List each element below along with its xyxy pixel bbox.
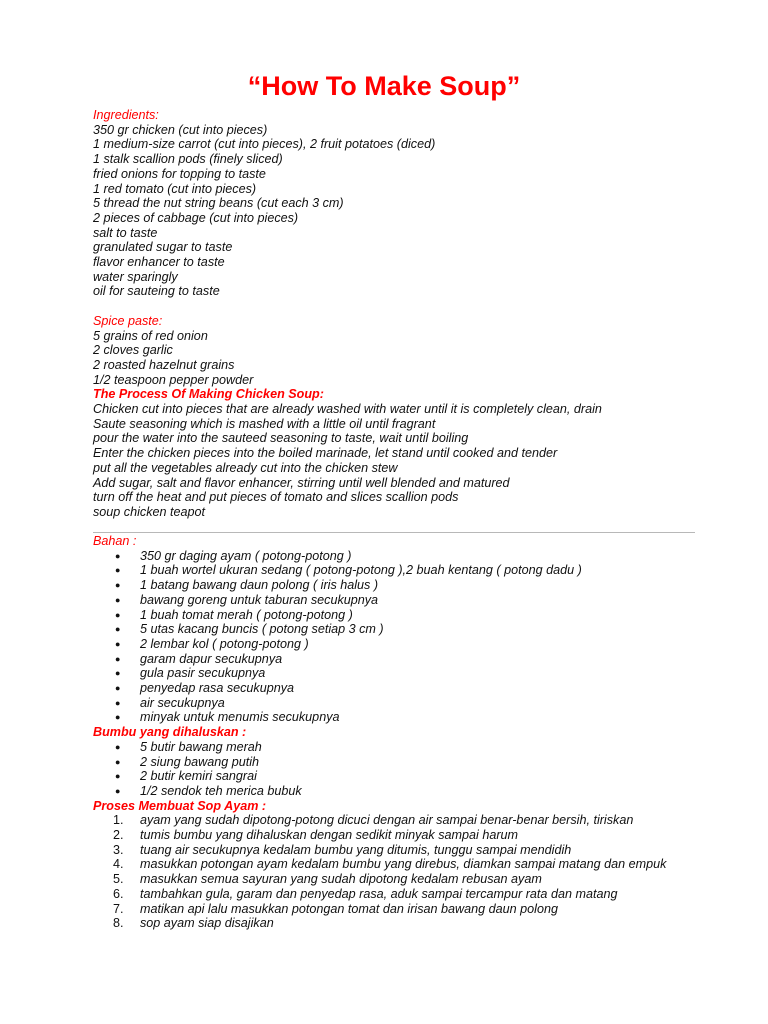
bullet-icon: ●	[115, 653, 121, 664]
list-item-text: 2 siung bawang putih	[140, 754, 260, 769]
list-item-text: tuang air secukupnya kedalam bumbu yang ditumis, tunggu sampai mendidih	[140, 842, 572, 857]
list-item	[93, 843, 713, 858]
proses-list	[93, 813, 713, 931]
ingredient-line: 350 gr chicken (cut into pieces)	[93, 122, 268, 137]
ingredient-line: 2 pieces of cabbage (cut into pieces)	[93, 210, 299, 225]
spice-line: 2 cloves garlic	[93, 343, 173, 358]
process-list	[93, 402, 713, 520]
list-item	[93, 710, 713, 725]
ingredient-line: salt to taste	[93, 225, 158, 240]
list-item	[93, 887, 713, 902]
list-item	[93, 755, 713, 770]
spice-line: 1/2 teaspoon pepper powder	[93, 372, 254, 387]
ingredients-list	[93, 123, 713, 299]
list-item	[93, 902, 713, 917]
process-line: Add sugar, salt and flavor enhancer, stirring until well blended and matured	[93, 475, 510, 490]
list-item-text: masukkan semua sayuran yang sudah dipotong kedalam rebusan ayam	[140, 872, 542, 887]
list-item	[93, 696, 713, 711]
indonesian-section	[93, 534, 713, 931]
ingredient-line: granulated sugar to taste	[93, 240, 233, 255]
bullet-icon: ●	[115, 594, 121, 605]
english-section	[93, 108, 713, 520]
section-divider	[93, 532, 695, 533]
bullet-icon: ●	[115, 580, 121, 591]
bumbu-heading: Bumbu yang dihaluskan :	[93, 725, 247, 740]
process-line: Saute seasoning which is mashed with a little oil until fragrant	[93, 416, 436, 431]
ingredients-heading: Ingredients:	[93, 108, 159, 122]
bullet-icon: ●	[115, 609, 121, 620]
spice-list	[93, 329, 713, 388]
list-item-text: 1 batang bawang daun polong ( iris halus )	[140, 578, 379, 593]
bullet-icon: ●	[115, 741, 121, 752]
list-item-text: penyedap rasa secukupnya	[140, 681, 295, 696]
bullet-icon: ●	[115, 683, 121, 694]
step-number: 3.	[113, 842, 124, 857]
list-item	[93, 828, 713, 843]
list-item-text: air secukupnya	[140, 695, 225, 710]
list-item-text: 5 butir bawang merah	[140, 739, 262, 754]
step-number: 6.	[113, 886, 124, 901]
process-line: Chicken cut into pieces that are already washed with water until it is completely clean, drain	[93, 402, 602, 417]
step-number: 1.	[113, 813, 124, 828]
list-item-text: sop ayam siap disajikan	[140, 916, 274, 931]
ingredient-line: 5 thread the nut string beans (cut each 3 cm)	[93, 196, 344, 211]
list-item	[93, 549, 713, 564]
bullet-icon: ●	[115, 638, 121, 649]
list-item	[93, 857, 720, 872]
bumbu-list	[93, 740, 713, 799]
list-item	[93, 681, 713, 696]
process-line: pour the water into the sauteed seasoning to taste, wait until boiling	[93, 431, 469, 446]
list-item-text: matikan api lalu masukkan potongan tomat dan irisan bawang daun polong	[140, 901, 558, 916]
list-item	[93, 652, 713, 667]
list-item-text: 2 butir kemiri sangrai	[140, 769, 257, 784]
list-item	[93, 608, 713, 623]
ingredient-line: 1 medium-size carrot (cut into pieces), 2 fruit potatoes (diced)	[93, 137, 436, 152]
ingredient-line: fried onions for topping to taste	[93, 166, 266, 181]
list-item	[93, 666, 713, 681]
step-number: 2.	[113, 828, 124, 843]
ingredient-line: 1 stalk scallion pods (finely sliced)	[93, 152, 283, 167]
list-item-text: tumis bumbu yang dihaluskan dengan sedikit minyak sampai harum	[140, 828, 519, 843]
spacer	[93, 299, 713, 314]
bullet-icon: ●	[115, 565, 121, 576]
list-item-text: 350 gr daging ayam ( potong-potong )	[140, 548, 352, 563]
list-item	[93, 916, 713, 931]
bahan-list	[93, 549, 713, 725]
list-item	[93, 578, 713, 593]
spice-line: 2 roasted hazelnut grains	[93, 357, 235, 372]
list-item-text: garam dapur secukupnya	[140, 651, 283, 666]
step-number: 4.	[113, 857, 124, 872]
bullet-icon: ●	[115, 785, 121, 796]
step-number: 5.	[113, 872, 124, 887]
spice-heading: Spice paste:	[93, 313, 163, 328]
bullet-icon: ●	[115, 756, 121, 767]
list-item-text: masukkan potongan ayam kedalam bumbu yang direbus, diamkan sampai matang dan empuk	[140, 857, 667, 872]
list-item-text: 1/2 sendok teh merica bubuk	[140, 783, 302, 798]
list-item	[93, 872, 713, 887]
step-number: 7.	[113, 901, 124, 916]
bullet-icon: ●	[115, 668, 121, 679]
list-item-text: tambahkan gula, garam dan penyedap rasa, aduk sampai tercampur rata dan matang	[140, 886, 618, 901]
list-item-text: 2 lembar kol ( potong-potong )	[140, 636, 309, 651]
bullet-icon: ●	[115, 550, 121, 561]
bullet-icon: ●	[115, 712, 121, 723]
spice-line: 5 grains of red onion	[93, 328, 208, 343]
process-heading: The Process Of Making Chicken Soup:	[93, 387, 324, 402]
list-item-text: 1 buah wortel ukuran sedang ( potong-potong ),2 buah kentang ( potong dadu )	[140, 563, 582, 578]
list-item-text: bawang goreng untuk taburan secukupnya	[140, 592, 379, 607]
process-line: turn off the heat and put pieces of tomato and slices scallion pods	[93, 490, 459, 505]
proses-heading: Proses Membuat Sop Ayam :	[93, 798, 267, 813]
list-item	[93, 813, 713, 828]
list-item-text: 5 utas kacang buncis ( potong setiap 3 cm )	[140, 622, 384, 637]
list-item	[93, 622, 713, 637]
step-number: 8.	[113, 916, 124, 931]
list-item-text: minyak untuk menumis secukupnya	[140, 710, 340, 725]
list-item	[93, 784, 713, 799]
ingredient-line: 1 red tomato (cut into pieces)	[93, 181, 257, 196]
bullet-icon: ●	[115, 697, 121, 708]
list-item-text: gula pasir secukupnya	[140, 666, 266, 681]
process-line: soup chicken teapot	[93, 504, 206, 519]
list-item-text: 1 buah tomat merah ( potong-potong )	[140, 607, 353, 622]
list-item	[93, 637, 713, 652]
ingredient-line: flavor enhancer to taste	[93, 255, 225, 270]
ingredient-line: oil for sauteing to taste	[93, 284, 220, 299]
process-line: Enter the chicken pieces into the boiled marinade, let stand until cooked and tender	[93, 446, 558, 461]
process-line: put all the vegetables already cut into the chicken stew	[93, 460, 398, 475]
list-item	[93, 769, 713, 784]
bullet-icon: ●	[115, 771, 121, 782]
list-item	[93, 563, 713, 578]
ingredient-line: water sparingly	[93, 269, 178, 284]
list-item	[93, 740, 713, 755]
page-title: “How To Make Soup”	[247, 71, 521, 101]
bahan-heading: Bahan :	[93, 534, 137, 548]
list-item	[93, 593, 713, 608]
list-item-text: ayam yang sudah dipotong-potong dicuci dengan air sampai benar-benar bersih, tiriskan	[140, 813, 634, 828]
bullet-icon: ●	[115, 624, 121, 635]
